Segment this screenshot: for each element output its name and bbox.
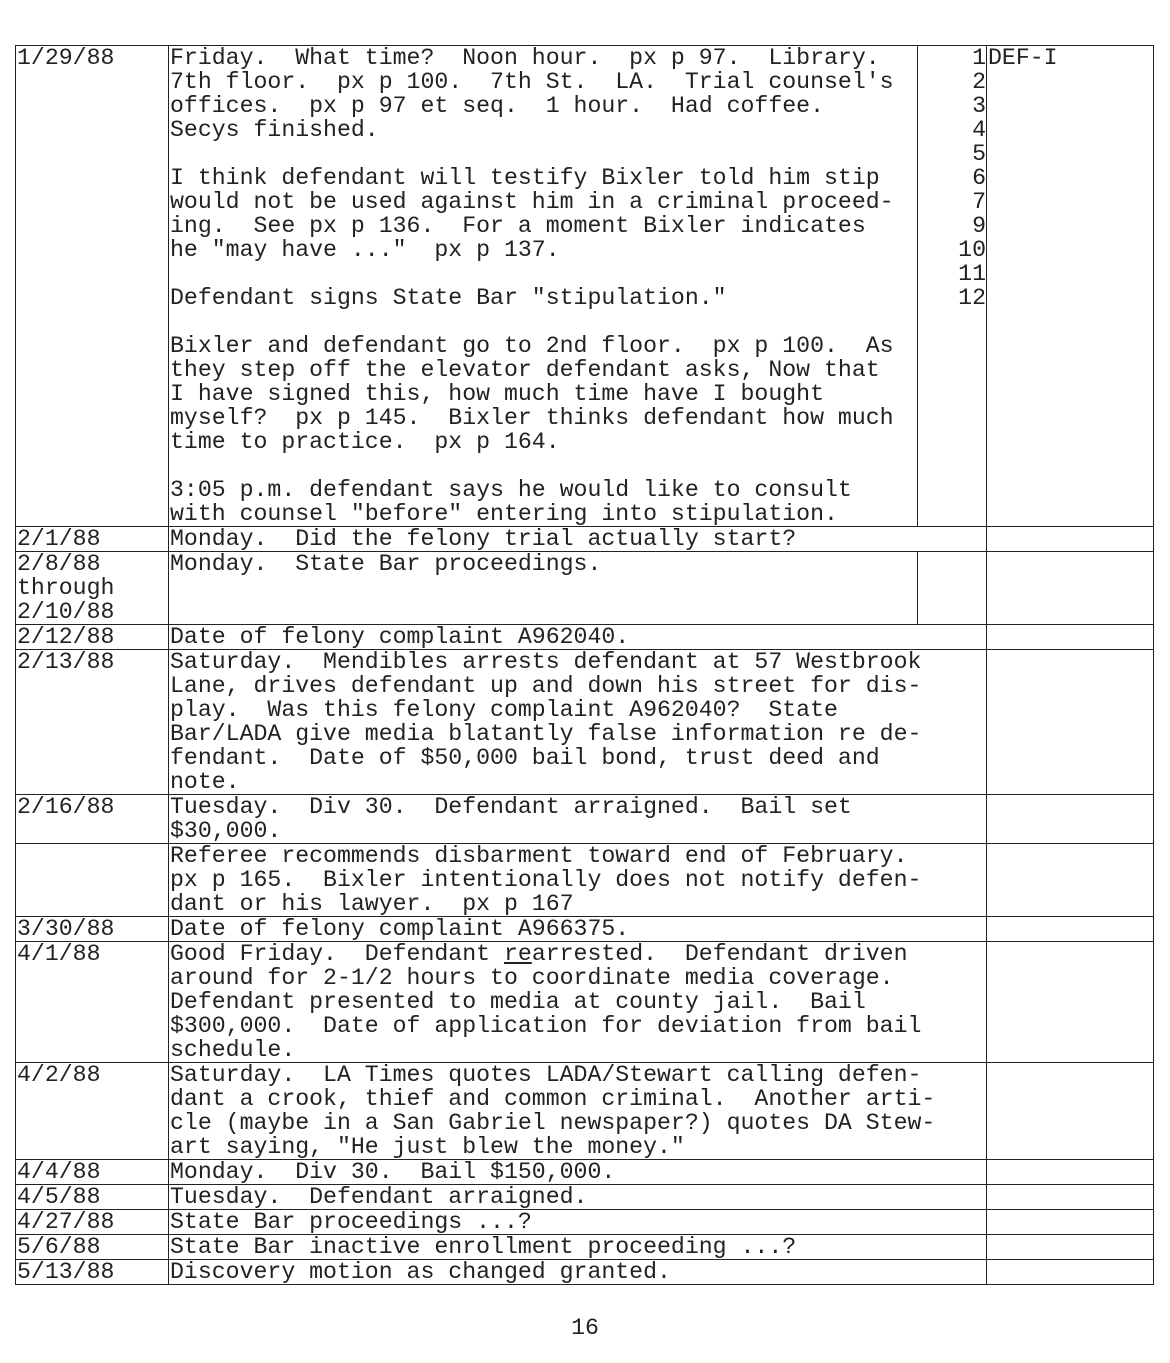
entry-description: Monday. State Bar proceedings. (169, 552, 918, 625)
exhibit-reference (987, 1185, 1154, 1210)
entry-description: State Bar proceedings ...? (169, 1210, 987, 1235)
exhibit-reference (987, 552, 1154, 625)
entry-description (169, 942, 987, 1063)
table-row (16, 625, 1154, 650)
entry-date: 2/16/88 (16, 795, 169, 844)
exhibit-reference (987, 795, 1154, 844)
page-number: 16 (571, 1315, 599, 1341)
entry-date: 3/30/88 (16, 917, 169, 942)
entry-date: 5/13/88 (16, 1260, 169, 1285)
entry-date: 1/29/88 (16, 46, 169, 527)
entry-paragraph: 3:05 p.m. defendant says he would like to consult with counsel "before" entering into stipulation. (170, 477, 852, 527)
exhibit-reference (987, 1063, 1154, 1160)
entry-text: arrested. Defendant driven around for 2-1/2 hours to coordinate media coverage. Defendant presented to media at county jail. Bail $300,000. Date of application for deviation from bail schedule. (170, 941, 922, 1063)
exhibit-reference (987, 625, 1154, 650)
exhibit-reference (987, 917, 1154, 942)
table-row (16, 1185, 1154, 1210)
entry-date: 2/8/88 through 2/10/88 (16, 552, 169, 625)
exhibit-reference (987, 1160, 1154, 1185)
entry-paragraph: I think defendant will testify Bixler told him stip would not be used against him in a criminal proceed- ing. See px p 136. For a moment Bixler indicates he "may have ..." px p 137. (170, 165, 894, 263)
exhibit-reference (987, 844, 1154, 917)
table-row (16, 46, 1154, 527)
table-row (16, 917, 1154, 942)
table-row (16, 1210, 1154, 1235)
entry-date: 2/13/88 (16, 650, 169, 795)
table-row (16, 1260, 1154, 1285)
entry-date: 4/27/88 (16, 1210, 169, 1235)
exhibit-reference (987, 1260, 1154, 1285)
entry-description: Tuesday. Div 30. Defendant arraigned. Bail set $30,000. (169, 795, 987, 844)
entry-description: Date of felony complaint A966375. (169, 917, 987, 942)
table-row (16, 527, 1154, 552)
entry-description (169, 46, 918, 527)
exhibit-reference (987, 942, 1154, 1063)
chronology-table (15, 45, 1154, 1285)
exhibit-reference: DEF-I (987, 46, 1154, 527)
entry-date: 2/12/88 (16, 625, 169, 650)
table-row (16, 1235, 1154, 1260)
table-row (16, 795, 1154, 844)
entry-date (16, 844, 169, 917)
entry-text: Good Friday. Defendant (170, 941, 504, 967)
table-row (16, 1160, 1154, 1185)
entry-description: Saturday. LA Times quotes LADA/Stewart calling defen- dant a crook, thief and common criminal. Another arti- cle (maybe in a San Gabriel newspaper?) quotes DA Stew- art saying, "He just blew the money." (169, 1063, 987, 1160)
entry-description: State Bar inactive enrollment proceeding ...? (169, 1235, 987, 1260)
exhibit-reference (987, 1210, 1154, 1235)
exhibit-reference (987, 650, 1154, 795)
exhibit-reference (987, 527, 1154, 552)
table-row (16, 650, 1154, 795)
entry-date: 5/6/88 (16, 1235, 169, 1260)
entry-date: 4/4/88 (16, 1160, 169, 1185)
entry-date: 2/1/88 (16, 527, 169, 552)
line-numbers (918, 552, 987, 625)
entry-paragraph: Friday. What time? Noon hour. px p 97. Library. 7th floor. px p 100. 7th St. LA. Trial counsel's offices. px p 97 et seq. 1 hour. Had coffee. Secys finished. (170, 45, 894, 143)
entry-description: Saturday. Mendibles arrests defendant at 57 Westbrook Lane, drives defendant up and down his street for dis- play. Was this felony complaint A962040? State Bar/LADA give media blatantly false information re de- fendant. Date of $50,000 bail bond, trust deed and note. (169, 650, 987, 795)
table-row (16, 1063, 1154, 1160)
underlined-text: re (503, 941, 532, 967)
entry-description: Date of felony complaint A962040. (169, 625, 987, 650)
entry-date: 4/2/88 (16, 1063, 169, 1160)
entry-paragraph: Defendant signs State Bar "stipulation." (170, 285, 727, 311)
entry-description: Monday. Did the felony trial actually start? (169, 527, 987, 552)
entry-paragraph: Bixler and defendant go to 2nd floor. px p 100. As they step off the elevator defendant asks, Now that I have signed this, how much time have I bought myself? px p 145. Bixler thinks defendant how much time to practice. px p 164. (170, 333, 894, 455)
entry-description: Tuesday. Defendant arraigned. (169, 1185, 987, 1210)
entry-description: Discovery motion as changed granted. (169, 1260, 987, 1285)
entry-date: 4/5/88 (16, 1185, 169, 1210)
line-numbers: 1 2 3 4 5 6 7 9 10 11 12 (918, 46, 987, 527)
exhibit-reference (987, 1235, 1154, 1260)
table-row (16, 942, 1154, 1063)
table-row (16, 844, 1154, 917)
entry-date: 4/1/88 (16, 942, 169, 1063)
table-row (16, 552, 1154, 625)
entry-description: Referee recommends disbarment toward end of February. px p 165. Bixler intentionally does not notify defen- dant or his lawyer. px p 167 (169, 844, 987, 917)
entry-description: Monday. Div 30. Bail $150,000. (169, 1160, 987, 1185)
